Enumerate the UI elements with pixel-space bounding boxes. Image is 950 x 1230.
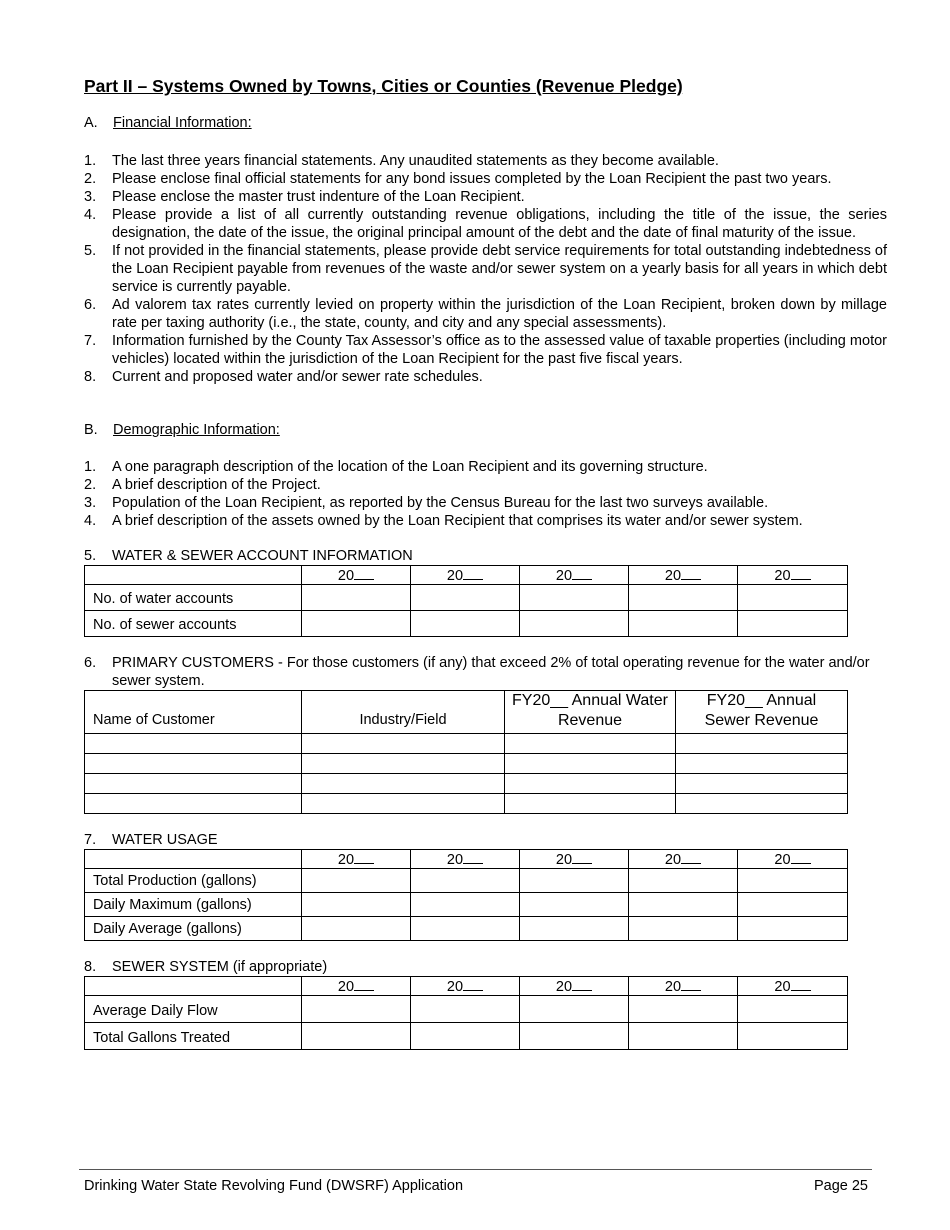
input-cell[interactable] (676, 774, 848, 794)
caption-text: PRIMARY CUSTOMERS - For those customers (if any) that exceed 2% of total operating revenue for the water and/or sewer system. (112, 655, 870, 689)
input-cell[interactable] (520, 611, 629, 637)
section-b-title: Demographic Information: (113, 422, 280, 438)
sewer-system-table (84, 976, 848, 1050)
column-header: FY20__ Annual Sewer Revenue (676, 691, 848, 734)
column-header: Name of Customer (85, 691, 302, 734)
input-cell[interactable] (302, 917, 411, 941)
sewer-system-caption (84, 958, 327, 976)
table-header-row (85, 691, 848, 734)
input-cell[interactable] (302, 611, 411, 637)
input-cell[interactable] (520, 893, 629, 917)
table-header-row (85, 566, 848, 585)
row-label: Total Production (gallons) (85, 869, 302, 893)
input-cell[interactable] (411, 996, 520, 1023)
list-item (84, 512, 887, 530)
list-item (84, 458, 887, 476)
input-cell[interactable] (520, 996, 629, 1023)
input-cell[interactable] (505, 734, 676, 754)
list-item-text: If not provided in the financial statements, please provide debt service requirements for total outstanding indebtedness of the Loan Recipient payable from revenues of the waste and/or sewer system on a yearly basis for all years in which debt service is currently payable. (112, 243, 887, 295)
year-prefix: 20 (555, 568, 573, 584)
list-item (84, 170, 887, 188)
caption-text: WATER USAGE (112, 832, 218, 848)
year-prefix: 20 (774, 852, 791, 868)
input-cell[interactable] (738, 917, 848, 941)
input-cell[interactable] (629, 585, 738, 611)
input-cell[interactable] (505, 754, 676, 774)
year-prefix: 20 (555, 852, 573, 868)
input-cell[interactable] (302, 734, 505, 754)
input-cell[interactable] (411, 611, 520, 637)
table-row (85, 1023, 848, 1050)
year-prefix: 20 (555, 979, 573, 995)
list-item-number: 1. (84, 153, 97, 169)
list-item-number: 7. (84, 333, 97, 349)
list-item-text: A one paragraph description of the location of the Loan Recipient and its governing structure. (112, 459, 708, 475)
year-cell[interactable] (411, 850, 520, 869)
list-item (84, 368, 887, 386)
year-cell[interactable] (629, 977, 738, 996)
table-row (85, 774, 848, 794)
customers-table (84, 690, 848, 814)
list-item-number: 6. (84, 297, 97, 313)
year-prefix: 20 (446, 979, 464, 995)
row-label: Daily Average (gallons) (85, 917, 302, 941)
input-cell[interactable] (302, 996, 411, 1023)
list-item (84, 206, 887, 242)
accounts-table-caption (84, 547, 413, 565)
input-cell[interactable] (411, 893, 520, 917)
year-cell[interactable] (629, 850, 738, 869)
table-row (85, 996, 848, 1023)
row-label: No. of sewer accounts (85, 611, 302, 637)
input-cell[interactable] (302, 1023, 411, 1050)
caption-number: 6. (84, 655, 97, 671)
list-item (84, 152, 887, 170)
list-item (84, 476, 887, 494)
row-label: No. of water accounts (85, 585, 302, 611)
input-cell[interactable] (738, 869, 848, 893)
input-cell[interactable] (676, 754, 848, 774)
footer-divider (79, 1169, 872, 1170)
list-item (84, 332, 887, 368)
column-header: Industry/Field (302, 691, 505, 734)
table-row (85, 893, 848, 917)
input-cell[interactable] (505, 774, 676, 794)
input-cell[interactable] (520, 585, 629, 611)
year-cell[interactable] (629, 566, 738, 585)
input-cell[interactable] (302, 585, 411, 611)
table-row (85, 585, 848, 611)
demographic-info-list (84, 458, 887, 530)
caption-number: 7. (84, 832, 97, 848)
input-cell[interactable] (302, 869, 411, 893)
year-cell[interactable] (738, 566, 848, 585)
table-row (85, 917, 848, 941)
year-cell[interactable] (520, 850, 629, 869)
row-label: Average Daily Flow (85, 996, 302, 1023)
year-prefix: 20 (664, 568, 682, 584)
section-a-letter: A. (84, 115, 98, 131)
table-header-row (85, 977, 848, 996)
input-cell[interactable] (302, 893, 411, 917)
year-prefix: 20 (664, 852, 682, 868)
list-item-text: Please enclose final official statements for any bond issues completed by the Loan Recipient the past two years. (112, 171, 832, 187)
input-cell[interactable] (738, 1023, 848, 1050)
list-item-text: Current and proposed water and/or sewer rate schedules. (112, 369, 483, 385)
input-cell[interactable] (520, 917, 629, 941)
page-title: Part II – Systems Owned by Towns, Cities or Counties (Revenue Pledge) (84, 76, 683, 96)
list-item-text: Population of the Loan Recipient, as reported by the Census Bureau for the last two surveys available. (112, 495, 769, 511)
list-item (84, 188, 887, 206)
input-cell[interactable] (85, 774, 302, 794)
list-item-number: 4. (84, 207, 97, 223)
footer-page-number: Page 25 (813, 1178, 868, 1194)
year-cell[interactable] (520, 977, 629, 996)
year-cell[interactable] (738, 977, 848, 996)
year-cell[interactable] (411, 977, 520, 996)
table-header-row (85, 850, 848, 869)
list-item-text: A brief description of the assets owned by the Loan Recipient that comprises its water and/or sewer system. (112, 513, 803, 529)
input-cell[interactable] (629, 869, 738, 893)
input-cell[interactable] (85, 754, 302, 774)
input-cell[interactable] (629, 917, 738, 941)
input-cell[interactable] (411, 917, 520, 941)
year-prefix: 20 (774, 979, 791, 995)
input-cell[interactable] (520, 1023, 629, 1050)
input-cell[interactable] (302, 794, 505, 814)
section-b-letter: B. (84, 422, 98, 438)
caption-text: SEWER SYSTEM (if appropriate) (112, 959, 328, 975)
input-cell[interactable] (302, 774, 505, 794)
customers-table-caption (84, 654, 887, 690)
input-cell[interactable] (520, 869, 629, 893)
input-cell[interactable] (629, 611, 738, 637)
section-a-title: Financial Information: (113, 115, 252, 131)
row-label: Daily Maximum (gallons) (85, 893, 302, 917)
list-item-text: Ad valorem tax rates currently levied on property within the jurisdiction of the Loan Recipient, broken down by millage rate per taxing authority (i.e., the state, county, and city and any special assessments). (112, 297, 887, 331)
table-cell (85, 850, 302, 869)
list-item-number: 4. (84, 513, 97, 529)
input-cell[interactable] (738, 996, 848, 1023)
year-cell[interactable] (520, 566, 629, 585)
list-item-number: 3. (84, 189, 97, 205)
table-row (85, 734, 848, 754)
water-usage-table (84, 849, 848, 941)
footer-document-title: Drinking Water State Revolving Fund (DWSRF) Application (84, 1178, 464, 1194)
year-cell[interactable] (411, 566, 520, 585)
water-usage-caption (84, 831, 218, 849)
input-cell[interactable] (411, 869, 520, 893)
input-cell[interactable] (85, 794, 302, 814)
year-prefix: 20 (337, 979, 355, 995)
list-item-number: 2. (84, 171, 97, 187)
row-label: Total Gallons Treated (85, 1023, 302, 1050)
input-cell[interactable] (302, 754, 505, 774)
input-cell[interactable] (505, 794, 676, 814)
input-cell[interactable] (738, 893, 848, 917)
caption-text: WATER & SEWER ACCOUNT INFORMATION (112, 548, 413, 564)
input-cell[interactable] (738, 611, 848, 637)
list-item (84, 494, 887, 512)
year-cell[interactable] (302, 566, 411, 585)
year-prefix: 20 (337, 852, 355, 868)
section-a-heading (84, 115, 252, 131)
list-item-number: 2. (84, 477, 97, 493)
caption-number: 5. (84, 548, 97, 564)
list-item (84, 242, 887, 296)
list-item (84, 296, 887, 332)
input-cell[interactable] (629, 1023, 738, 1050)
year-prefix: 20 (774, 568, 791, 584)
list-item-text: Information furnished by the County Tax Assessor’s office as to the assessed value of taxable properties (including motor vehicles) located within the jurisdiction of the Loan Recipient for the past five fiscal years. (112, 333, 887, 367)
year-cell[interactable] (302, 977, 411, 996)
list-item-text: The last three years financial statements. Any unaudited statements as they become available. (112, 153, 719, 169)
list-item-number: 5. (84, 243, 97, 259)
list-item-text: Please enclose the master trust indenture of the Loan Recipient. (112, 189, 525, 205)
list-item-number: 1. (84, 459, 97, 475)
table-cell (85, 566, 302, 585)
input-cell[interactable] (629, 893, 738, 917)
list-item-text: Please provide a list of all currently outstanding revenue obligations, including the title of the issue, the series designation, the date of the issue, the original principal amount of the debt and the date of final maturity of the issue. (112, 207, 887, 241)
list-item-text: A brief description of the Project. (112, 477, 321, 493)
year-prefix: 20 (664, 979, 682, 995)
year-prefix: 20 (446, 568, 464, 584)
list-item-number: 3. (84, 495, 97, 511)
year-cell[interactable] (302, 850, 411, 869)
year-cell[interactable] (738, 850, 848, 869)
caption-number: 8. (84, 959, 97, 975)
year-prefix: 20 (446, 852, 464, 868)
table-row (85, 794, 848, 814)
input-cell[interactable] (676, 734, 848, 754)
accounts-table (84, 565, 848, 637)
input-cell[interactable] (411, 1023, 520, 1050)
year-prefix: 20 (337, 568, 355, 584)
input-cell[interactable] (85, 734, 302, 754)
financial-info-list (84, 152, 887, 386)
list-item-number: 8. (84, 369, 97, 385)
table-row (85, 754, 848, 774)
input-cell[interactable] (738, 585, 848, 611)
input-cell[interactable] (411, 585, 520, 611)
section-b-heading (84, 422, 280, 438)
table-row (85, 611, 848, 637)
input-cell[interactable] (676, 794, 848, 814)
input-cell[interactable] (629, 996, 738, 1023)
column-header: FY20__ Annual Water Revenue (505, 691, 676, 734)
table-cell (85, 977, 302, 996)
table-row (85, 869, 848, 893)
